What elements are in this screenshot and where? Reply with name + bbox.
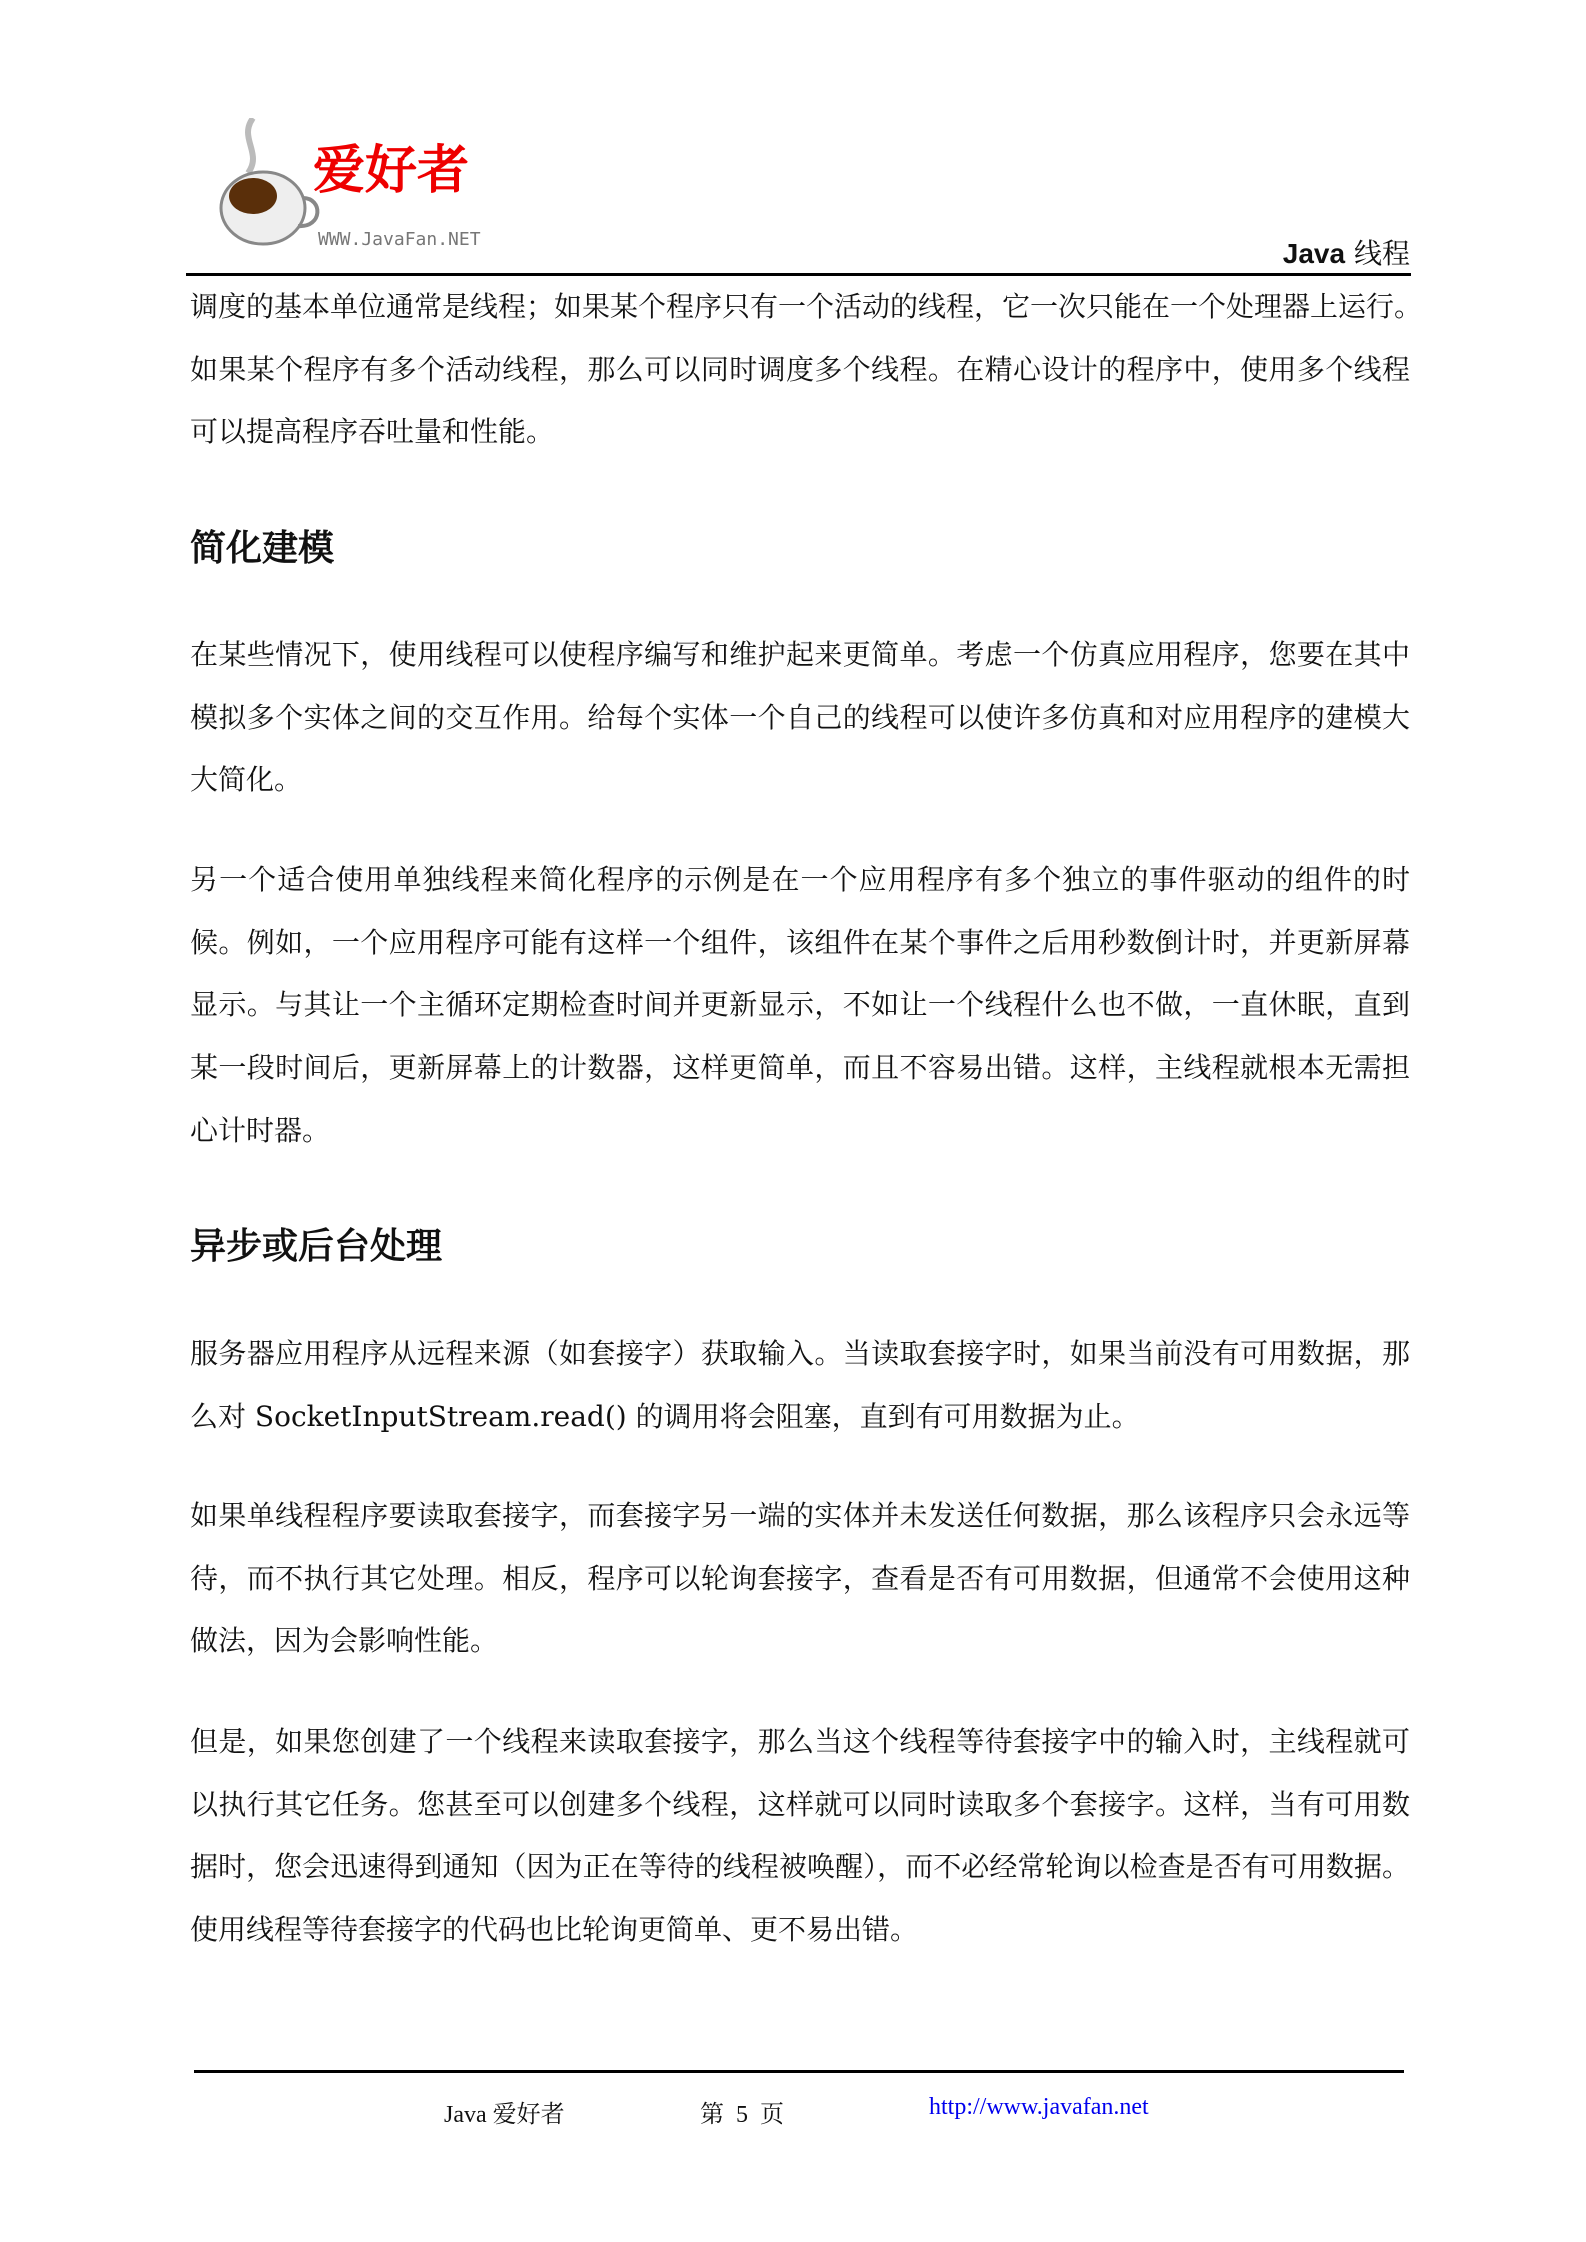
text-line: 另一个适合使用单独线程来简化程序的示例是在一个应用程序有多个独立的事件驱动的组件的时	[190, 863, 1410, 896]
text-line: 某一段时间后，更新屏幕上的计数器，这样更简单，而且不容易出错。这样，主线程就根本无需担	[190, 1051, 1410, 1085]
paragraph	[190, 624, 1410, 812]
header-title	[1283, 232, 1410, 272]
text-line: 候。例如，一个应用程序可能有这样一个组件，该组件在某个事件之后用秒数倒计时，并更新屏幕	[190, 925, 1410, 959]
paragraph	[190, 1711, 1410, 1962]
page-number: 第 5 页	[700, 2102, 784, 2128]
paragraph	[190, 1485, 1410, 1673]
text-line: 据时，您会迅速得到通知（因为正在等待的线程被唤醒），而不必经常轮询以检查是否有可用数据。	[190, 1850, 1410, 1884]
text-line: 待，而不执行其它处理。相反，程序可以轮询套接字，查看是否有可用数据，但通常不会使用这种	[190, 1561, 1410, 1595]
text-line: 在某些情况下，使用线程可以使程序编写和维护起来更简单。考虑一个仿真应用程序，您要在其中	[190, 638, 1410, 671]
text-line: 调度的基本单位通常是线程；如果某个程序只有一个活动的线程，它一次只能在一个处理器上运行。	[190, 290, 1423, 323]
section-heading: 简化建模	[190, 528, 335, 569]
text-line: 服务器应用程序从远程来源（如套接字）获取输入。当读取套接字时，如果当前没有可用数据，那	[190, 1337, 1410, 1370]
coffee-cup-logo-icon	[213, 118, 513, 253]
text-line: 模拟多个实体之间的交互作用。给每个实体一个自己的线程可以使许多仿真和对应用程序的建模大	[190, 700, 1410, 734]
paragraph	[190, 276, 1423, 464]
paragraph	[190, 1323, 1410, 1448]
footer-rule	[194, 2070, 1404, 2073]
text-line: 如果某个程序有多个活动线程，那么可以同时调度多个线程。在精心设计的程序中，使用多个线程	[190, 352, 1410, 386]
footer-link[interactable]: http://www.javafan.net	[929, 2094, 1149, 2120]
logo-text: 爱好者	[313, 140, 470, 201]
text-line: 使用线程等待套接字的代码也比轮询更简单、更不易出错。	[190, 1913, 919, 1947]
text-line: 心计时器。	[190, 1113, 331, 1147]
paragraph	[190, 849, 1410, 1162]
section-heading: 异步或后台处理	[190, 1226, 443, 1267]
footer-site: Java 爱好者	[444, 2102, 565, 2128]
text-line: 但是，如果您创建了一个线程来读取套接字，那么当这个线程等待套接字中的输入时，主线程就可	[190, 1725, 1410, 1758]
text-line: 显示。与其让一个主循环定期检查时间并更新显示，不如让一个线程什么也不做，一直休眠，直到	[190, 988, 1410, 1022]
logo-url: WWW.JavaFan.NET	[318, 229, 481, 250]
text-line: 大简化。	[190, 763, 303, 797]
header-title-latin: Java	[1282, 238, 1346, 269]
site-logo	[213, 118, 513, 253]
text-line: 如果单线程程序要读取套接字，而套接字另一端的实体并未发送任何数据，那么该程序只会永远等	[190, 1499, 1410, 1532]
text-line: 可以提高程序吞吐量和性能。	[190, 415, 555, 449]
text-line: 么对 SocketInputStream.read() 的调用将会阻塞，直到有可用数据为止。	[190, 1399, 1140, 1433]
text-line: 做法，因为会影响性能。	[190, 1624, 499, 1658]
text-line: 以执行其它任务。您甚至可以创建多个线程，这样就可以同时读取多个套接字。这样，当有可用数	[190, 1787, 1410, 1821]
header-title-cn: 线程	[1353, 237, 1410, 270]
